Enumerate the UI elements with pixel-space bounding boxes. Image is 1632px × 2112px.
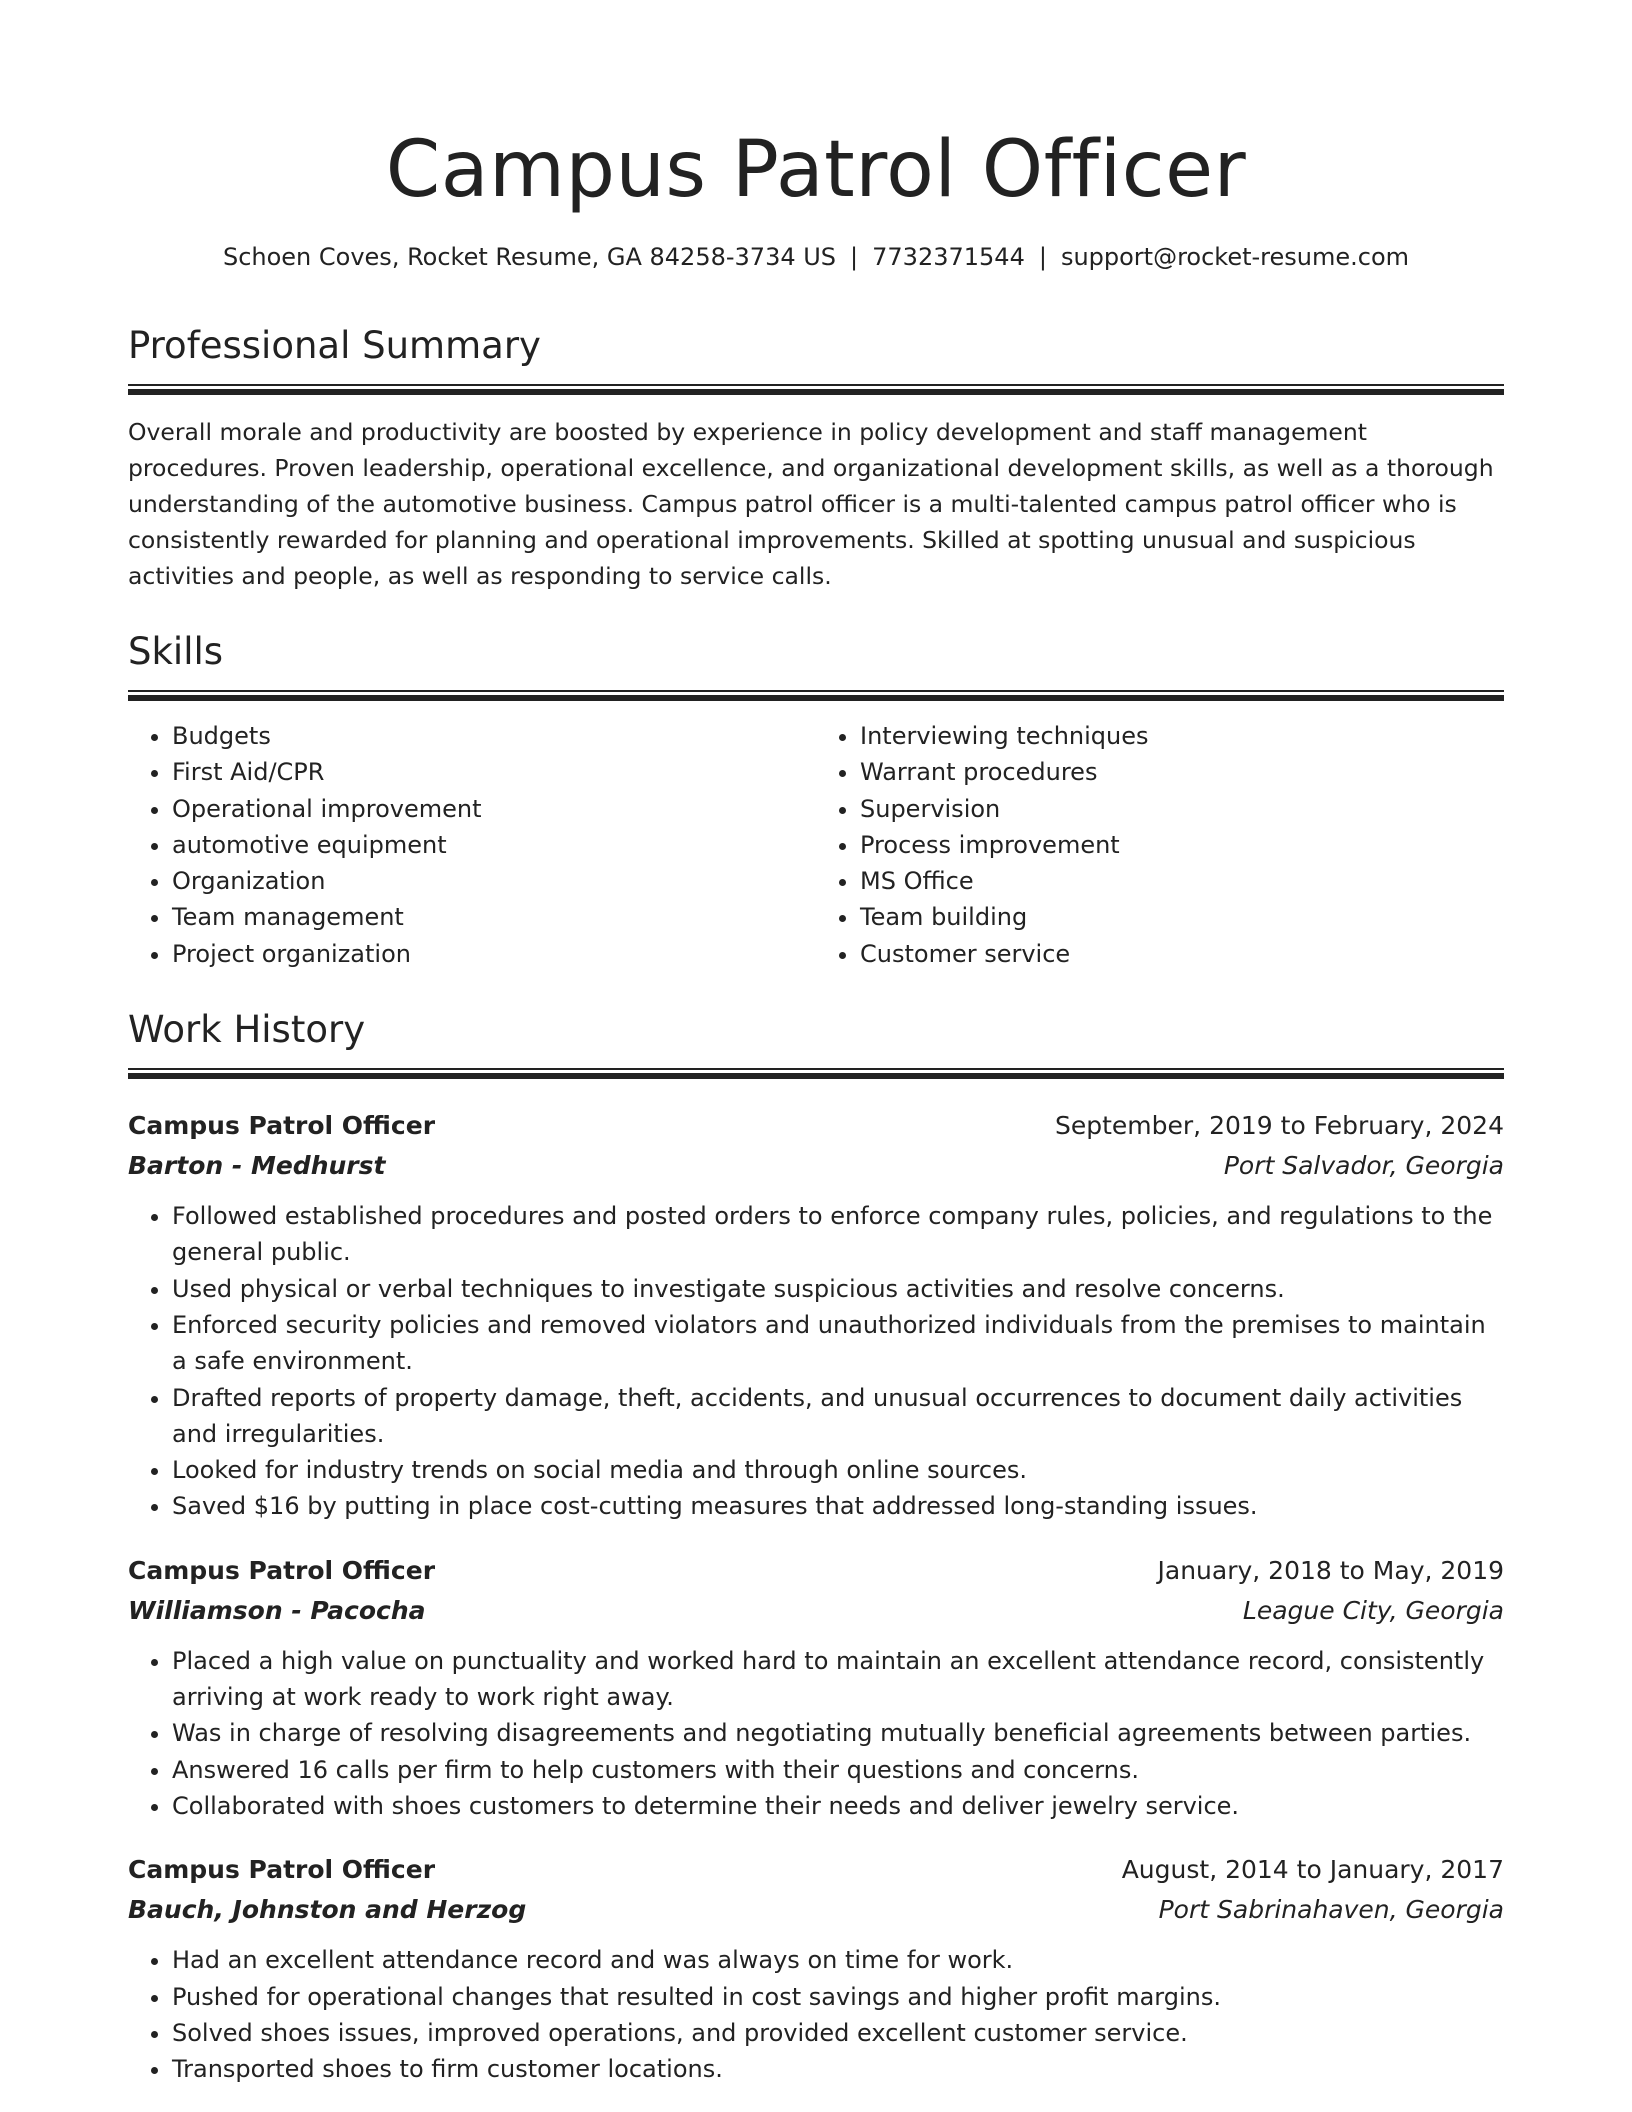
section-divider bbox=[128, 384, 1504, 396]
summary-section bbox=[128, 322, 1504, 594]
section-divider bbox=[128, 690, 1504, 702]
job-bullet: • Collaborated with shoes customers to determine their needs and deliver jewelry service. bbox=[172, 1788, 1504, 1824]
skills-heading: Skills bbox=[128, 630, 224, 673]
job-bullet: • Used physical or verbal techniques to investigate suspicious activities and resolve concerns. bbox=[172, 1271, 1504, 1307]
contact-email[interactable]: support@rocket-resume.com bbox=[1060, 243, 1410, 271]
job-bullet: • Had an excellent attendance record and was always on time for work. bbox=[172, 1942, 1504, 1978]
skill-item: • Team management bbox=[172, 899, 816, 935]
skill-item: • Customer service bbox=[860, 936, 1504, 972]
job-bullet: • Transported shoes to firm customer locations. bbox=[172, 2051, 1504, 2087]
job-bullet: • Enforced security policies and removed violators and unauthorized individuals from the premises to maintain a safe environment. bbox=[172, 1307, 1504, 1380]
job-company: Barton - Medhurst bbox=[128, 1151, 386, 1181]
section-divider bbox=[128, 1068, 1504, 1080]
job-location: League City, Georgia bbox=[1242, 1595, 1504, 1625]
skill-item: • automotive equipment bbox=[172, 827, 816, 863]
skill-item: • Organization bbox=[172, 863, 816, 899]
summary-heading: Professional Summary bbox=[128, 324, 541, 367]
job-title: Campus Patrol Officer bbox=[128, 1855, 436, 1885]
skill-item: • First Aid/CPR bbox=[172, 754, 816, 790]
job-dates: August, 2014 to January, 2017 bbox=[1121, 1855, 1504, 1885]
contact-line bbox=[128, 240, 1504, 274]
skill-item: • Team building bbox=[860, 899, 1504, 935]
resume-name: Campus Patrol Officer bbox=[385, 125, 1247, 215]
job-subheader bbox=[128, 1146, 1504, 1186]
job-location: Port Sabrinahaven, Georgia bbox=[1158, 1895, 1504, 1925]
contact-address: Schoen Coves, Rocket Resume, GA 84258-3734 US bbox=[222, 243, 837, 271]
job-bullet: • Followed established procedures and posted orders to enforce company rules, policies, and regulations to the general public. bbox=[172, 1198, 1504, 1271]
skill-item: • Process improvement bbox=[860, 827, 1504, 863]
skills-list-left bbox=[128, 718, 816, 972]
job-bullet: • Saved $16 by putting in place cost-cutting measures that addressed long-standing issues. bbox=[172, 1488, 1504, 1524]
summary-text: Overall morale and productivity are boosted by experience in policy development and staff management procedures. Proven leadership, operational excellence, and organizational development skills, as well as a thorough understanding of the automotive business. Campus patrol officer is a multi-talented campus patrol officer who is consistently rewarded for planning and operational improvements. Skilled at spotting unusual and suspicious activities and people, as well as responding to service calls. bbox=[128, 418, 1494, 590]
job-bullets bbox=[128, 1643, 1504, 1824]
job-company: Bauch, Johnston and Herzog bbox=[128, 1895, 527, 1925]
skill-item: • MS Office bbox=[860, 863, 1504, 899]
job-bullets bbox=[128, 1942, 1504, 2087]
contact-separator: | bbox=[850, 243, 859, 271]
contact-phone[interactable]: 7732371544 bbox=[872, 243, 1025, 271]
job-bullet: • Placed a high value on punctuality and worked hard to maintain an excellent attendance record, consistently arriving at work ready to work right away. bbox=[172, 1643, 1504, 1716]
job-bullet: • Answered 16 calls per firm to help customers with their questions and concerns. bbox=[172, 1752, 1504, 1788]
skills-columns bbox=[128, 718, 1504, 972]
job-bullet: • Solved shoes issues, improved operations, and provided excellent customer service. bbox=[172, 2015, 1504, 2051]
job-bullet: • Pushed for operational changes that resulted in cost savings and higher profit margins. bbox=[172, 1979, 1504, 2015]
job-entry bbox=[128, 1106, 1504, 1525]
job-title: Campus Patrol Officer bbox=[128, 1111, 436, 1141]
skill-item: • Interviewing techniques bbox=[860, 718, 1504, 754]
job-entry bbox=[128, 1551, 1504, 1824]
skill-item: • Project organization bbox=[172, 936, 816, 972]
work-history-heading: Work History bbox=[128, 1008, 366, 1052]
job-bullet: • Looked for industry trends on social media and through online sources. bbox=[172, 1452, 1504, 1488]
job-entry bbox=[128, 1850, 1504, 2087]
job-bullets bbox=[128, 1198, 1504, 1525]
job-header bbox=[128, 1106, 1504, 1146]
contact-separator: | bbox=[1038, 243, 1047, 271]
work-history-section bbox=[128, 1006, 1504, 2087]
skill-item: • Warrant procedures bbox=[860, 754, 1504, 790]
job-company: Williamson - Pacocha bbox=[128, 1595, 426, 1625]
job-bullet: • Drafted reports of property damage, theft, accidents, and unusual occurrences to document daily activities and irregularities. bbox=[172, 1380, 1504, 1453]
skills-section bbox=[128, 628, 1504, 972]
job-subheader bbox=[128, 1890, 1504, 1930]
job-title: Campus Patrol Officer bbox=[128, 1555, 436, 1585]
skill-item: • Supervision bbox=[860, 791, 1504, 827]
resume-page bbox=[128, 0, 1504, 2087]
skill-item: • Operational improvement bbox=[172, 791, 816, 827]
job-bullet: • Was in charge of resolving disagreements and negotiating mutually beneficial agreements between parties. bbox=[172, 1715, 1504, 1751]
job-dates: January, 2018 to May, 2019 bbox=[1157, 1555, 1504, 1585]
job-header bbox=[128, 1850, 1504, 1890]
job-header bbox=[128, 1551, 1504, 1591]
job-location: Port Salvador, Georgia bbox=[1223, 1151, 1504, 1181]
skill-item: • Budgets bbox=[172, 718, 816, 754]
skills-list-right bbox=[816, 718, 1504, 972]
job-dates: September, 2019 to February, 2024 bbox=[1055, 1111, 1504, 1141]
job-subheader bbox=[128, 1591, 1504, 1631]
